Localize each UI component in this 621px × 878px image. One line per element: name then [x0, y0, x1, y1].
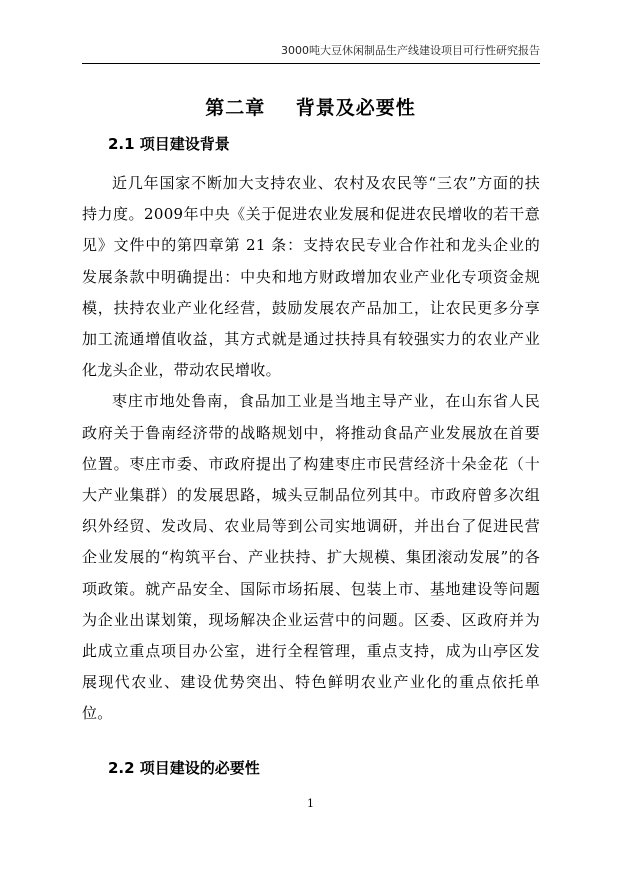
section-heading-2-2: 2.2 项目建设的必要性 [108, 759, 260, 777]
body-text [82, 168, 540, 730]
chapter-title: 第二章 背景及必要性 [205, 97, 416, 119]
paragraph: 枣庄市地处鲁南，食品加工业是当地主导产业，在山东省人民政府关于鲁南经济带的战略规划中，将推动食品产业发展放在首要位置。枣庄市委、市政府提出了构建枣庄市民营经济十朵金花（十大产业集群）的发展思路，城头豆制品位列其中。市政府曾多次组织外经贸、发改局、农业局等到公司实地调研，并出台了促进民营企业发展的“构筑平台、产业扶持、扩大规模、集团滚动发展”的各项政策。就产品安全、国际市场拓展、包装上市、基地建设等问题为企业出谋划策，现场解决企业运营中的问题。区委、区政府并为此成立重点项目办公室，进行全程管理，重点支持，成为山亭区发展现代农业、建设优势突出、特色鲜明农业产业化的重点依托单位。 [82, 392, 540, 723]
section-heading-2-1: 2.1 项目建设背景 [108, 135, 230, 153]
header-divider [82, 63, 540, 64]
page-number: 1 [307, 797, 314, 810]
paragraph: 近几年国家不断加大支持农业、农村及农民等“三农”方面的扶持力度。2009年中央《关于促进农业发展和促进农民增收的若干意见》文件中的第四章第 21 条：支持农民专业合作社和龙头企业的发展条款中明确提出：中央和地方财政增加农业产业化专项资金规模，扶持农业产业化经营，鼓励发展农产品加工，让农民更多分享加工流通增值收益，其方式就是通过扶持具有较强实力的农业产业化龙头企业，带动农民增收。 [82, 174, 540, 380]
running-header: 3000吨大豆休闲制品生产线建设项目可行性研究报告 [281, 44, 540, 57]
